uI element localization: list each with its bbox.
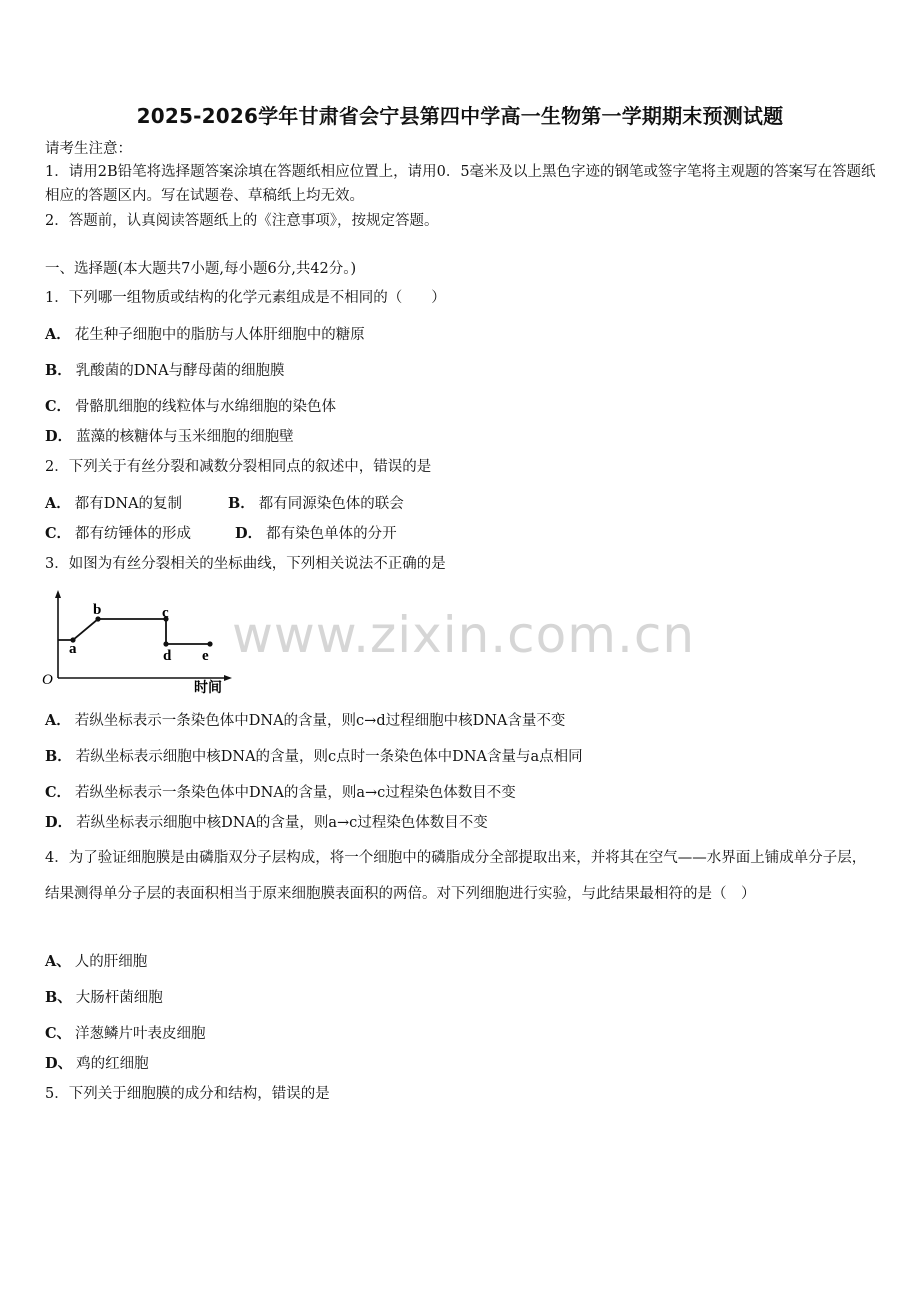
question-3-option-a [45, 711, 565, 731]
label-d: d [163, 648, 172, 664]
option-key: B． [45, 362, 72, 379]
option-key: B、 [45, 989, 72, 1006]
label-e: e [202, 648, 209, 664]
option-text: 都有纺锤体的形成 [75, 526, 192, 542]
page-title: 2025-2026学年甘肃省会宁县第四中学高一生物第一学期期末预测试题 [136, 104, 784, 128]
option-key: A． [45, 495, 71, 512]
question-4-option-d [45, 1054, 149, 1074]
option-key: B． [45, 748, 72, 765]
question-2-option-d [235, 524, 397, 544]
question-3-option-b [45, 747, 583, 767]
label-c: c [162, 605, 169, 621]
label-b: b [93, 602, 102, 618]
option-text: 若纵坐标表示一条染色体中DNA的含量，则c→d过程细胞中核DNA含量不变 [74, 713, 566, 729]
option-text: 乳酸菌的DNA与酵母菌的细胞膜 [75, 363, 285, 379]
question-3-option-c [45, 783, 516, 803]
section-heading: 一、选择题(本大题共7小题,每小题6分,共42分。) [45, 261, 357, 277]
option-text: 骨骼肌细胞的线粒体与水绵细胞的染色体 [75, 399, 337, 415]
coordinate-curve-figure [38, 588, 238, 698]
option-text: 蓝藻的核糖体与玉米细胞的细胞壁 [76, 429, 294, 445]
question-2-option-b [228, 494, 404, 514]
question-1-option-b [45, 361, 285, 381]
option-key: C． [45, 784, 72, 801]
option-text: 若纵坐标表示细胞中核DNA的含量，则c点时一条染色体中DNA含量与a点相同 [75, 749, 583, 765]
option-text: 若纵坐标表示细胞中核DNA的含量，则a→c过程染色体数目不变 [76, 815, 488, 831]
option-text: 都有DNA的复制 [74, 496, 183, 512]
option-text: 花生种子细胞中的脂肪与人体肝细胞中的糖原 [74, 327, 365, 343]
question-4-option-a [45, 952, 147, 972]
option-text: 鸡的红细胞 [76, 1056, 149, 1072]
option-text: 人的肝细胞 [74, 954, 148, 970]
label-a: a [69, 641, 77, 657]
question-1-option-d [45, 427, 294, 447]
option-key: D． [45, 428, 73, 445]
question-5-stem: 5．下列关于细胞膜的成分和结构，错误的是 [45, 1086, 330, 1102]
option-key: C、 [45, 1025, 72, 1042]
option-text: 洋葱鳞片叶表皮细胞 [75, 1026, 206, 1042]
point-e [207, 641, 212, 646]
notice-heading: 请考生注意： [45, 141, 132, 157]
notice-item-1: 1．请用2B铅笔将选择题答案涂填在答题纸相应位置上，请用0．5毫米及以上黑色字迹的钢笔或签字笔将主观题的答案写在答题纸相应的答题区内。写在试题卷、草稿纸上均无效。 [45, 164, 876, 204]
question-2-option-a [45, 494, 182, 514]
question-4-option-c [45, 1024, 206, 1044]
option-text: 若纵坐标表示一条染色体中DNA的含量，则a→c过程染色体数目不变 [75, 785, 516, 801]
option-text: 都有同源染色体的联会 [258, 496, 404, 512]
option-key: A． [45, 712, 71, 729]
option-key: C． [45, 398, 72, 415]
x-axis-label: 时间 [194, 681, 222, 696]
question-1-option-a [45, 325, 365, 345]
option-key: C． [45, 525, 72, 542]
watermark: www.zixin.com.cn [232, 606, 696, 664]
question-1-option-c [45, 397, 336, 417]
x-axis-arrow [224, 675, 232, 681]
option-text: 大肠杆菌细胞 [75, 990, 163, 1006]
point-d [163, 641, 168, 646]
option-key: B． [228, 495, 255, 512]
question-4-option-b [45, 988, 163, 1008]
option-key: A、 [45, 953, 71, 970]
origin-label: O [42, 672, 53, 688]
option-text: 都有染色单体的分开 [266, 526, 397, 542]
question-2-option-c [45, 524, 191, 544]
question-3-option-d [45, 813, 488, 833]
y-axis-arrow [55, 590, 61, 598]
question-3-stem: 3．如图为有丝分裂相关的坐标曲线，下列相关说法不正确的是 [45, 556, 446, 572]
notice-item-2: 2．答题前，认真阅读答题纸上的《注意事项》，按规定答题。 [45, 213, 439, 229]
option-key: D． [45, 814, 73, 831]
question-4-stem: 4．为了验证细胞膜是由磷脂双分子层构成，将一个细胞中的磷脂成分全部提取出来，并将其在空气——水界面上铺成单分子层，结果测得单分子层的表面积相当于原来细胞膜表面积的两倍。对下列细胞进行实验，与此结果最相符的是（ ） [45, 850, 867, 902]
question-3-graph [38, 588, 238, 698]
curve-line [58, 619, 210, 644]
option-key: D． [235, 525, 263, 542]
question-1-stem: 1．下列哪一组物质或结构的化学元素组成是不相同的（ ） [45, 290, 446, 306]
option-key: A． [45, 326, 71, 343]
option-key: D、 [45, 1055, 73, 1072]
question-2-stem: 2．下列关于有丝分裂和减数分裂相同点的叙述中，错误的是 [45, 459, 432, 475]
